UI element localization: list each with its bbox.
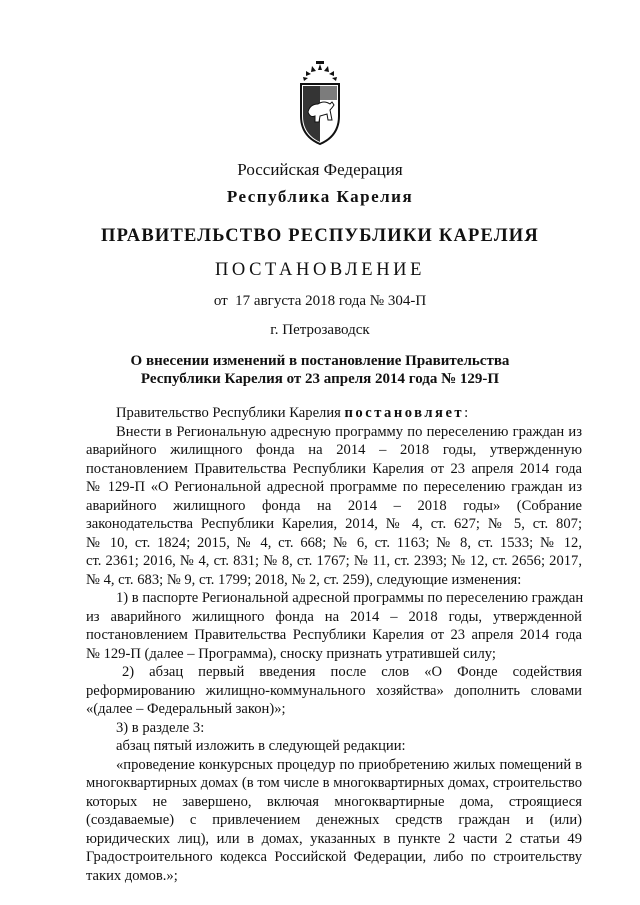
decree-subject [0, 352, 640, 388]
body-line: 1) в паспорте Региональной адресной программы по переселению граждан [116, 590, 584, 606]
intro-colon: : [464, 405, 469, 421]
body-line: аварийного жилищного фонда на 2014 – 2018 годы, утвержденную [86, 442, 582, 458]
body-line: многоквартирных домах (в том числе в многоквартирных домах, строительство [86, 775, 582, 791]
intro-text: Правительство Республики Карелия [116, 405, 345, 421]
body-line: Внести в Региональную адресную программу по переселению граждан из [116, 423, 582, 440]
body-line: реформированию жилищно-коммунального хозяйства» дополнить словами [86, 682, 582, 699]
body-line: законодательства Республики Карелия, 2014, № 4, ст. 627; № 5, ст. 807; [86, 516, 582, 532]
body-line: «проведение конкурсных процедур по приобретению жилых помещений в [116, 756, 582, 773]
country-name: Российская Федерация [237, 160, 403, 179]
body-line: № 4, ст. 683; № 9, ст. 1799; 2018, № 2, ст. 259), следующие изменения: [86, 571, 522, 588]
body-line: «(далее – Федеральный закон)»; [86, 701, 286, 717]
body-line: которых не завершено, включая многоквартирные дома, строящиеся [86, 793, 582, 810]
body-line: из аварийного жилищного фонда на 2014 – 2018 годы, утвержденной [86, 608, 582, 625]
karelia-coat-of-arms-icon [294, 60, 346, 146]
decree-date-number: от 17 августа 2018 года № 304-П [213, 293, 427, 309]
intro-keyword: постановляет [344, 405, 465, 421]
body-line: № 129-П «О Региональной адресной программе по переселению граждан из [86, 479, 582, 495]
document-body [86, 404, 582, 885]
body-line: аварийного жилищного фонда на 2014 – 2018 годы» (Собрание [86, 497, 582, 514]
body-line: № 129-П (далее – Программа), сноску признать утратившей силу; [86, 645, 496, 662]
body-line: Градостроительного кодекса Российской Федерации, либо по строительству [86, 849, 582, 865]
government-title: ПРАВИТЕЛЬСТВО РЕСПУБЛИКИ КАРЕЛИЯ [101, 226, 539, 246]
city: г. Петрозаводск [270, 322, 370, 338]
subject-line: Республики Карелия от 23 апреля 2014 года № 129-П [140, 371, 500, 387]
body-line: постановлением Правительства Республики Карелия от 23 апреля 2014 года [86, 460, 582, 477]
body-line: постановлением Правительства Республики Карелия от 23 апреля 2014 года [86, 627, 582, 643]
body-line: юридических лиц), или в домах, указанных в пункте 2 части 2 статьи 49 [86, 830, 582, 847]
intro-line [86, 404, 582, 423]
body-line: 2) абзац первый введения после слов «О Фонде содействия [122, 664, 582, 680]
body-line: № 10, ст. 1824; 2015, № 4, ст. 668; № 6, ст. 1163; № 8, ст. 1533; № 12, [86, 534, 582, 551]
republic-name: Республика Карелия [226, 187, 414, 206]
body-line: ст. 2361; 2016, № 4, ст. 831; № 8, ст. 1767; № 11, ст. 2393; № 12, ст. 2656; 2017, [86, 553, 582, 569]
document-type: ПОСТАНОВЛЕНИЕ [214, 260, 426, 280]
subject-line: О внесении изменений в постановление Правительства [130, 353, 510, 369]
body-line: абзац пятый изложить в следующей редакции: [116, 738, 406, 754]
body-line: таких домов.»; [86, 867, 178, 884]
body-line: (создаваемые) с привлечением денежных средств граждан и (или) [86, 812, 582, 828]
body-line: 3) в разделе 3: [116, 719, 205, 736]
